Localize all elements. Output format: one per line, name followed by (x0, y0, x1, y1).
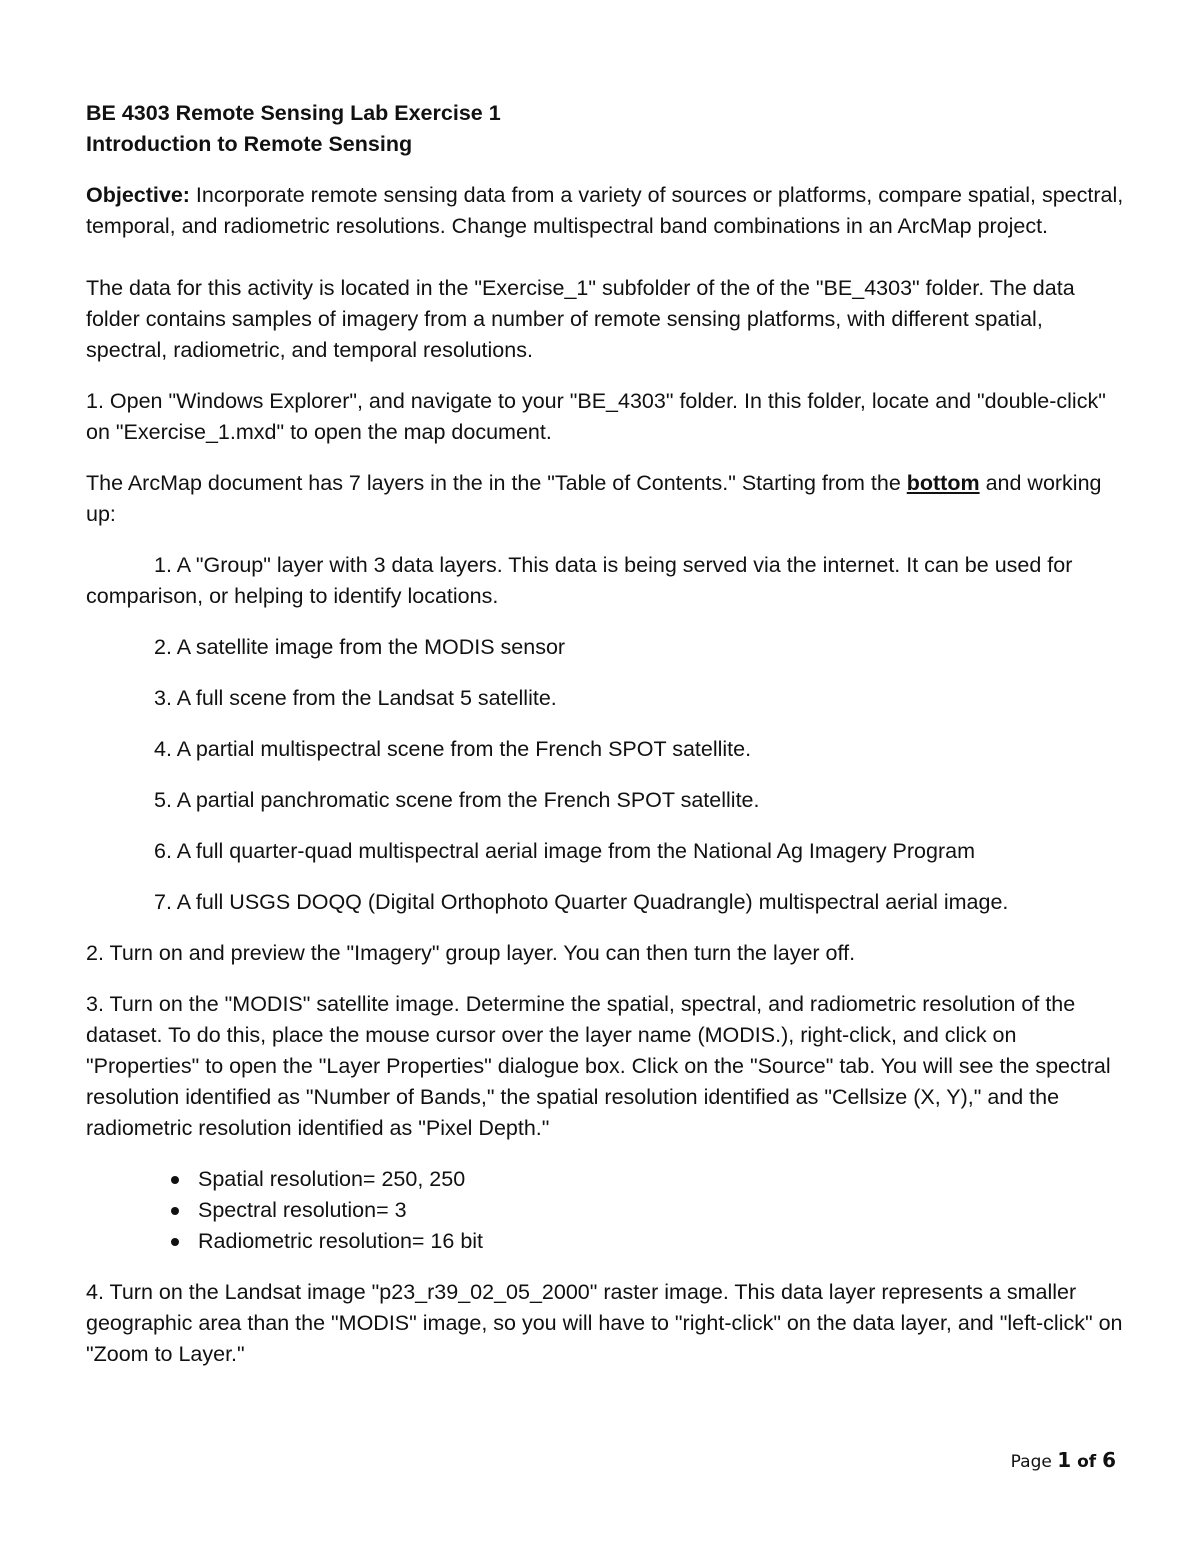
page-label: Page (1010, 1452, 1058, 1472)
bullet-icon (171, 1238, 179, 1246)
resolution-spectral: Spectral resolution= 3 (198, 1198, 407, 1222)
layer-item: 6. A full quarter-quad multispectral aerial image from the National Ag Imagery Program (154, 839, 975, 863)
layers-intro-after: and working up: (86, 471, 1102, 526)
step-1: 1. Open "Windows Explorer", and navigate to your "BE_4303" folder. In this folder, locate and "double-click" on "Exercise_1.mxd" to open the map document. (86, 389, 1106, 444)
document-subtitle: Introduction to Remote Sensing (86, 132, 413, 156)
objective-text: Incorporate remote sensing data from a variety of sources or platforms, compare spatial, spectral, temporal, and radiometric resolutions. Change multispectral band combinations in an ArcMap project. (86, 183, 1124, 238)
layer-item: 1. A "Group" layer with 3 data layers. This data is being served via the internet. It can be used for comparison, or helping to identify locations. (86, 553, 1073, 608)
step-4: 4. Turn on the Landsat image "p23_r39_02_05_2000" raster image. This data layer represents a smaller geographic area than the "MODIS" image, so you will have to "right-click" on the data layer, and "left-click" on "Zoom to Layer." (86, 1280, 1123, 1366)
layers-intro (86, 468, 1126, 530)
data-location-paragraph: The data for this activity is located in the "Exercise_1" subfolder of the of the "BE_4303" folder. The data folder contains samples of imagery from a number of remote sensing platforms, with different spatial, spectral, radiometric, and temporal resolutions. (86, 276, 1075, 362)
layer-item: 5. A partial panchromatic scene from the French SPOT satellite. (154, 788, 760, 812)
resolution-list (86, 1164, 1126, 1257)
page-total: 6 (1102, 1448, 1116, 1472)
step-3: 3. Turn on the "MODIS" satellite image. Determine the spatial, spectral, and radiometric resolution of the dataset. To do this, place the mouse cursor over the layer name (MODIS.), right-click, and click on "Properties" to open the "Layer Properties" dialogue box. Click on the "Source" tab. You will see the spectral resolution identified as "Number of Bands," the spatial resolution identified as "Cellsize (X, Y)," and the radiometric resolution identified as "Pixel Depth." (86, 992, 1111, 1140)
page-footer (1011, 1448, 1116, 1474)
bullet-icon (171, 1176, 179, 1184)
document-title: BE 4303 Remote Sensing Lab Exercise 1 (86, 101, 501, 125)
page-number: 1 (1057, 1448, 1072, 1472)
layers-intro-before: The ArcMap document has 7 layers in the in the "Table of Contents." Starting from the (86, 471, 907, 495)
resolution-radiometric: Radiometric resolution= 16 bit (198, 1229, 484, 1253)
list-item (198, 1195, 1126, 1226)
list-item (198, 1164, 1126, 1195)
document-body (86, 98, 1126, 1370)
layer-item: 2. A satellite image from the MODIS sensor (154, 635, 566, 659)
page-of-label: of (1071, 1452, 1103, 1472)
bullet-icon (171, 1207, 179, 1215)
list-item (198, 1226, 1126, 1257)
objective-paragraph (86, 180, 1126, 242)
resolution-spatial: Spatial resolution= 250, 250 (198, 1167, 466, 1191)
layer-item: 7. A full USGS DOQQ (Digital Orthophoto Quarter Quadrangle) multispectral aerial image. (154, 890, 1009, 914)
step-2: 2. Turn on and preview the "Imagery" group layer. You can then turn the layer off. (86, 941, 856, 965)
objective-label: Objective: (86, 183, 190, 207)
layer-item: 4. A partial multispectral scene from the French SPOT satellite. (154, 737, 752, 761)
layer-item: 3. A full scene from the Landsat 5 satellite. (154, 686, 557, 710)
layers-intro-emphasis: bottom (906, 471, 980, 495)
